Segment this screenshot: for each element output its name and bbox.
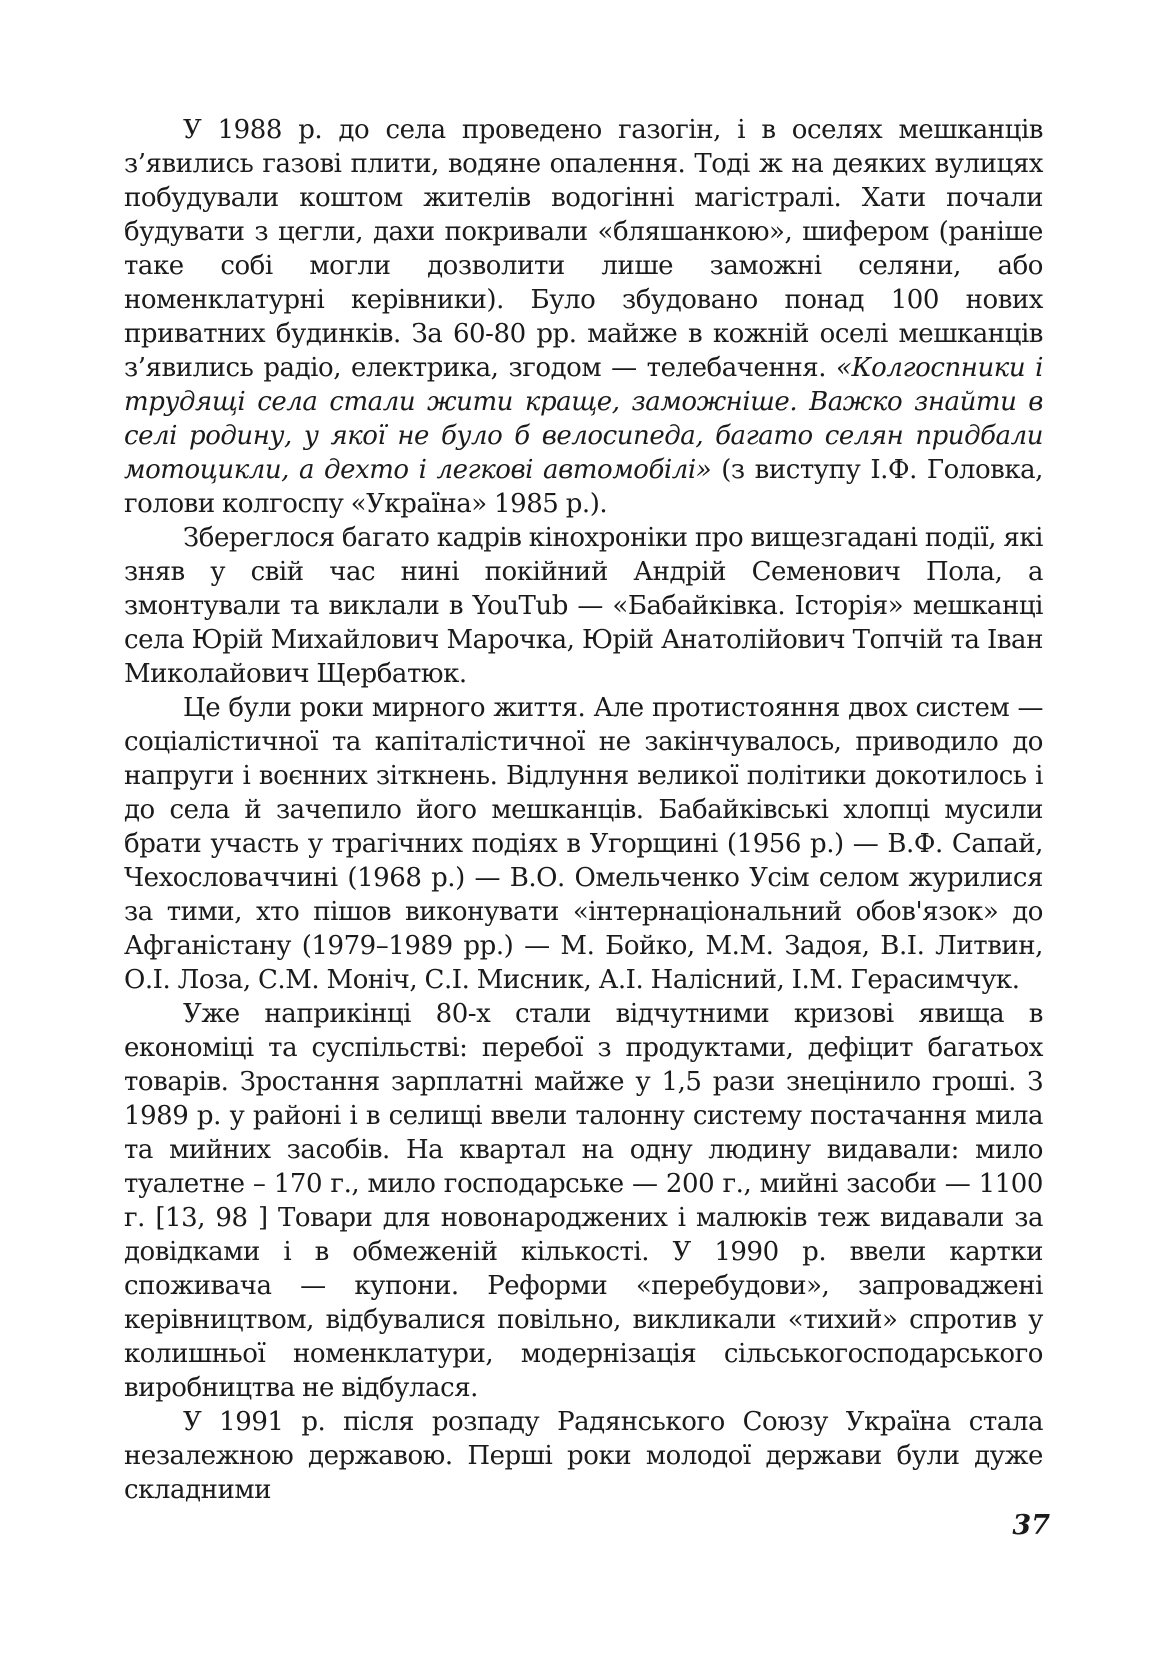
paragraph-text: У 1988 р. до села проведено газогін, і в оселях мешканців з’явились газові плити, водяне опалення. Тоді ж на деяких вулицях побудували коштом жителів водогінні магістралі. Хати почали будувати з цегли, дахи покривали «бляшанкою», шифером (раніше таке собі могли дозволити лише заможні селяни, або номенклатурні керівники). Було збудовано понад 100 нових приватних будинків. За 60-80 рр. майже в кожній оселі мешканців з’явились радіо, електрика, згодом — телебачення. <box>124 115 1043 383</box>
paragraph-independence-1991: У 1991 р. після розпаду Радянського Союзу Україна стала незалежною державою. Перші роки молодої держави були дуже складними <box>124 1407 1043 1505</box>
quote-attribution: (з виступу І.Ф. Головка, голови колгоспу «Україна» 1985 р.). <box>124 455 1043 519</box>
paragraph-1988-gasification <box>124 113 1043 521</box>
page-number: 37 <box>1012 1510 1050 1541</box>
paragraph-newsreel: Збереглося багато кадрів кінохроніки про вищезгадані події, які зняв у свій час нині покійний Андрій Семенович Пола, а змонтували та виклали в YouTub — «Бабайківка. Історія» мешканці села Юрій Михайлович Марочка, Юрій Анатолійович Топчій та Іван Миколайович Щербатюк. <box>124 523 1043 689</box>
paragraph-peaceful-years: Це були роки мирного життя. Але протистояння двох систем — соціалістичної та капіталістичної не закінчувалось, приводило до напруги і воєнних зіткнень. Відлуння великої політики докотилось і до села й зачепило його мешканців. Бабайківські хлопці мусили брати участь у трагічних подіях в Угорщині (1956 р.) — В.Ф. Сапай, Чехословаччині (1968 р.) — В.О. Омельченко Усім селом журилися за тими, хто пішов виконувати «інтернаціональний обов'язок» до Афганістану (1979–1989 рр.) — М. Бойко, М.М. Задоя, В.І. Литвин, О.І. Лоза, С.М. Моніч, С.І. Мисник, А.І. Налісний, І.М. Герасимчук. <box>124 693 1043 995</box>
kolhosp-quote: «Колгоспники і трудящі села стали жити краще, заможніше. Важко знайти в селі родину, у якої не було б велосипеда, багато селян придбали мотоцикли, а дехто і легкові автомобілі» <box>124 353 1043 485</box>
paragraph-crisis-80s: Уже наприкінці 80-х стали відчутними кризові явища в економіці та суспільстві: перебої з продуктами, дефіцит багатьох товарів. Зростання зарплатні майже у 1,5 рази знецінило гроші. З 1989 р. у районі і в селищі ввели талонну систему постачання мила та мийних засобів. На квартал на одну людину видавали: мило туалетне – 170 г., мило господарське — 200 г., мийні засоби — 1100 г. [13, 98 ] Товари для новонароджених і малюків теж видавали за довідками і в обмеженій кількості. У 1990 р. ввели картки споживача — купони. Реформи «перебудови», запроваджені керівництвом, відбувалися повільно, викликали «тихий» спротив у колишньої номенклатури, модернізація сільськогосподарського виробництва не відбулася. <box>124 999 1043 1403</box>
page-body <box>124 113 1043 1507</box>
